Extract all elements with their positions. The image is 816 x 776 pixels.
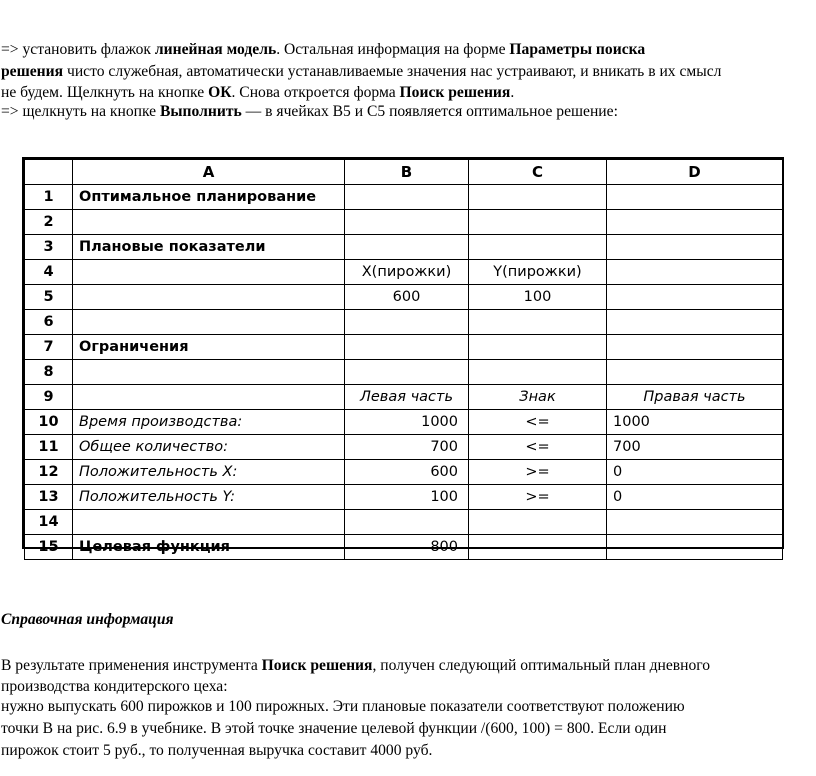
table-row xyxy=(25,435,783,460)
cell-b: 600 xyxy=(345,460,469,485)
row-number: 1 xyxy=(25,185,73,210)
text: => щелкнуть на кнопке xyxy=(1,103,160,120)
reference-line-3: нужно выпускать 600 пирожков и 100 пирожных. Эти плановые показатели соответствуют положению xyxy=(1,698,685,715)
column-header-d: D xyxy=(607,160,783,185)
table-row xyxy=(25,310,783,335)
cell-a: Целевая функция xyxy=(73,535,345,560)
cell-a: Положительность X: xyxy=(73,460,345,485)
cell-c: 100 xyxy=(469,285,607,310)
text: . xyxy=(510,84,515,101)
bold-term: Поиск решения xyxy=(261,657,373,674)
cell-d xyxy=(607,360,783,385)
cell-a: Время производства: xyxy=(73,410,345,435)
cell-c: Знак xyxy=(469,385,607,410)
cell-c xyxy=(469,185,607,210)
cell-c: >= xyxy=(469,460,607,485)
table-row xyxy=(25,260,783,285)
cell-c: Y(пирожки) xyxy=(469,260,607,285)
text: не будем. Щелкнуть на кнопке xyxy=(1,84,209,101)
table-row xyxy=(25,510,783,535)
cell-c: <= xyxy=(469,435,607,460)
cell-b: 600 xyxy=(345,285,469,310)
text: . Снова откроется форма xyxy=(231,84,400,101)
cell-d xyxy=(607,335,783,360)
cell-b: 100 xyxy=(345,485,469,510)
cell-b xyxy=(345,335,469,360)
cell-c xyxy=(469,310,607,335)
intro-line-2 xyxy=(1,62,721,82)
cell-a: Плановые показатели xyxy=(73,235,345,260)
column-header-row xyxy=(25,160,783,185)
column-header-b: B xyxy=(345,160,469,185)
intro-line-3 xyxy=(1,83,514,103)
cell-b xyxy=(345,185,469,210)
reference-line-4: точки В на рис. 6.9 в учебнике. В этой точке значение целевой функции /(600, 100) = 800. Если один xyxy=(1,720,667,737)
row-number: 4 xyxy=(25,260,73,285)
cell-b xyxy=(345,210,469,235)
cell-d xyxy=(607,510,783,535)
cell-a: Оптимальное планирование xyxy=(73,185,345,210)
table-row xyxy=(25,285,783,310)
cell-c: >= xyxy=(469,485,607,510)
cell-c: <= xyxy=(469,410,607,435)
spreadsheet-table xyxy=(24,159,783,560)
cell-d xyxy=(607,185,783,210)
cell-d xyxy=(607,235,783,260)
intro-line-4 xyxy=(1,102,618,122)
cell-d: 0 xyxy=(607,460,783,485)
cell-b xyxy=(345,510,469,535)
text: . Остальная информация на форме xyxy=(276,41,510,58)
cell-c xyxy=(469,510,607,535)
cell-c xyxy=(469,535,607,560)
row-number: 3 xyxy=(25,235,73,260)
cell-c xyxy=(469,335,607,360)
row-number: 2 xyxy=(25,210,73,235)
text: В результате применения инструмента xyxy=(1,657,262,674)
cell-d xyxy=(607,285,783,310)
cell-a xyxy=(73,260,345,285)
cell-d xyxy=(607,260,783,285)
cell-c xyxy=(469,360,607,385)
reference-line-1 xyxy=(1,656,710,676)
text: чисто служебная, автоматически устанавливаемые значения нас устраивают, и вникать в их смысл xyxy=(63,63,722,80)
spreadsheet-image xyxy=(22,157,784,555)
cell-d: 700 xyxy=(607,435,783,460)
cell-a: Ограничения xyxy=(73,335,345,360)
cell-b: Левая часть xyxy=(345,385,469,410)
table-row xyxy=(25,210,783,235)
reference-heading: Справочная информация xyxy=(1,611,174,628)
reference-line-5: пирожок стоит 5 руб., то полученная выручка составит 4000 руб. xyxy=(1,742,433,759)
table-row xyxy=(25,235,783,260)
row-number: 8 xyxy=(25,360,73,385)
text: , получен следующий оптимальный план дневного xyxy=(372,657,711,674)
reference-line-2: производства кондитерского цеха: xyxy=(1,678,228,695)
row-number: 13 xyxy=(25,485,73,510)
bold-term: Поиск решения xyxy=(399,84,511,101)
table-row xyxy=(25,385,783,410)
cell-c xyxy=(469,235,607,260)
column-header-a: A xyxy=(73,160,345,185)
cell-b: 1000 xyxy=(345,410,469,435)
table-row xyxy=(25,185,783,210)
cell-a: Общее количество: xyxy=(73,435,345,460)
bold-term: ОК xyxy=(208,84,232,101)
cell-b: X(пирожки) xyxy=(345,260,469,285)
cell-d xyxy=(607,535,783,560)
corner-cell xyxy=(25,160,73,185)
cell-c xyxy=(469,210,607,235)
row-number: 7 xyxy=(25,335,73,360)
cell-b xyxy=(345,360,469,385)
table-row xyxy=(25,410,783,435)
bold-term: Выполнить xyxy=(159,103,242,120)
table-row xyxy=(25,360,783,385)
cell-a xyxy=(73,360,345,385)
cell-d: Правая часть xyxy=(607,385,783,410)
cell-b: 800 xyxy=(345,535,469,560)
text: => установить флажок xyxy=(1,41,155,58)
row-number: 12 xyxy=(25,460,73,485)
cell-b: 700 xyxy=(345,435,469,460)
cell-a xyxy=(73,285,345,310)
cell-a xyxy=(73,210,345,235)
row-number: 6 xyxy=(25,310,73,335)
cell-d: 0 xyxy=(607,485,783,510)
column-header-c: C xyxy=(469,160,607,185)
intro-line-1 xyxy=(1,40,645,60)
cell-a: Положительность Y: xyxy=(73,485,345,510)
table-row xyxy=(25,335,783,360)
table-row xyxy=(25,460,783,485)
row-number: 15 xyxy=(25,535,73,560)
cell-a xyxy=(73,310,345,335)
bold-term: решения xyxy=(1,63,64,80)
cell-d xyxy=(607,210,783,235)
cell-a xyxy=(73,385,345,410)
table-row xyxy=(25,535,783,560)
cell-b xyxy=(345,310,469,335)
row-number: 11 xyxy=(25,435,73,460)
table-row xyxy=(25,485,783,510)
row-number: 10 xyxy=(25,410,73,435)
row-number: 5 xyxy=(25,285,73,310)
cell-d xyxy=(607,310,783,335)
bold-term: Параметры поиска xyxy=(509,41,646,58)
text: — в ячейках B5 и C5 появляется оптимальное решение: xyxy=(241,103,618,120)
row-number: 14 xyxy=(25,510,73,535)
cell-a xyxy=(73,510,345,535)
row-number: 9 xyxy=(25,385,73,410)
bold-term: линейная модель xyxy=(154,41,277,58)
cell-d: 1000 xyxy=(607,410,783,435)
cell-b xyxy=(345,235,469,260)
